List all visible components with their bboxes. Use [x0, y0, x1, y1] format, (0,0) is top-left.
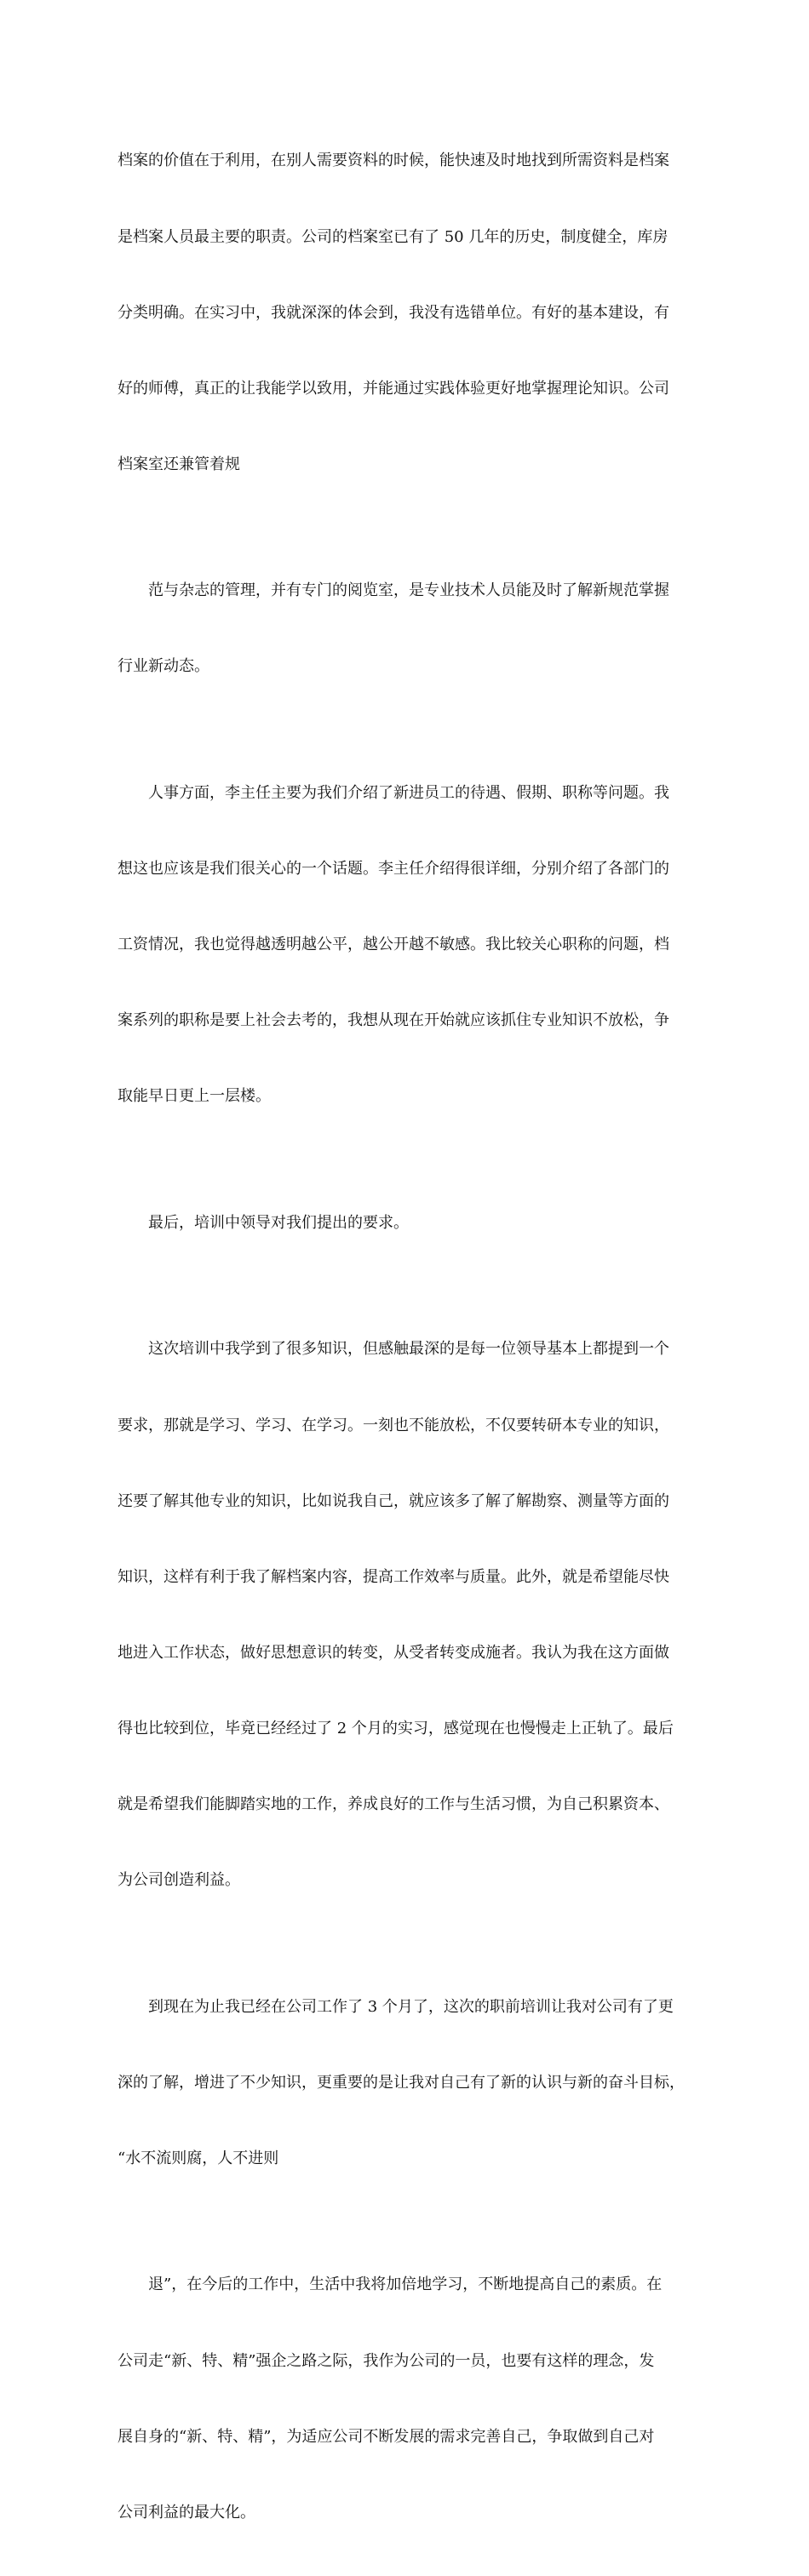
paragraph-archive-value [118, 98, 705, 528]
text-line: 还要了解其他专业的知识，比如说我自己，就应该多了解了解勘察、测量等方面的 [118, 1491, 669, 1510]
text-line: 为公司创造利益。 [118, 1871, 240, 1890]
text-line: 档案室还兼管着规 [118, 455, 240, 473]
text-line: 分类明确。在实习中，我就深深的体会到，我没有选错单位。有好的基本建设，有 [118, 303, 669, 322]
text-line: 工资情况，我也觉得越透明越公平，越公开越不敏感。我比较关心职称的问题，档 [118, 936, 669, 954]
text-line: 取能早日更上一层楼。 [118, 1087, 271, 1106]
text-line: 就是希望我们能脚踏实地的工作，养成良好的工作与生活习惯，为自己积累资本、 [118, 1795, 669, 1814]
text-line: 范与杂志的管理，并有专门的阅览室，是专业技术人员能及时了解新规范掌握 [118, 581, 669, 600]
text-line: 退”，在今后的工作中，生活中我将加倍地学习，不断地提高自己的素质。在 [118, 2275, 663, 2294]
paragraph-three-months [118, 1943, 705, 2222]
text-line: 公司走“新、特、精”强企之路之际，我作为公司的一员，也要有这样的理念，发 [118, 2351, 655, 2370]
text-line: 得也比较到位，毕竟已经经过了 2 个月的实习，感觉现在也慢慢走上正轨了。最后 [118, 1720, 674, 1737]
paragraph-conclusion [118, 2222, 705, 2576]
text-line: 行业新动态。 [118, 657, 209, 676]
text-line: 想这也应该是我们很关心的一个话题。李主任介绍得很详细，分别介绍了各部门的 [118, 860, 669, 879]
text-line: 要求，那就是学习、学习、在学习。一刻也不能放松，不仅要转研本专业的知识， [118, 1416, 669, 1434]
text-line: 展自身的“新、特、精”，为适应公司不断发展的需求完善自己，争取做到自己对 [118, 2427, 655, 2446]
text-line: 知识，这样有利于我了解档案内容，提高工作效率与质量。此外，就是希望能尽快 [118, 1567, 669, 1586]
text-line: 好的师傅，真正的让我能学以致用，并能通过实践体验更好地掌握理论知识。公司 [118, 379, 669, 398]
body-text [118, 98, 705, 2576]
text-line: 这次培训中我学到了很多知识，但感触最深的是每一位领导基本上都提到一个 [118, 1340, 669, 1359]
text-line: 公司利益的最大化。 [118, 2503, 255, 2522]
text-line: 人事方面，李主任主要为我们介绍了新进员工的待遇、假期、职称等问题。我 [118, 783, 669, 802]
text-line: 案系列的职称是要上社会去考的，我想从现在开始就应该抓住专业知识不放松，争 [118, 1011, 669, 1030]
text-line: 档案的价值在于利用，在别人需要资料的时候，能快速及时地找到所需资料是档案 [118, 152, 669, 170]
text-line: 是档案人员最主要的职责。公司的档案室已有了 50 几年的历史，制度健全，库房 [118, 227, 668, 246]
text-line: 到现在为止我已经在公司工作了 3 个月了，这次的职前培训让我对公司有了更 [118, 1997, 674, 2016]
text-line: 最后，培训中领导对我们提出的要求。 [118, 1213, 409, 1232]
text-line: “水不流则腐，人不进则 [118, 2149, 279, 2167]
text-line: 地进入工作状态，做好思想意识的转变，从受者转变成施者。我认为我在这方面做 [118, 1643, 669, 1662]
paragraph-requirements-intro [118, 1160, 705, 1287]
paragraph-training-lessons [118, 1286, 705, 1943]
text-line: 深的了解，增进了不少知识，更重要的是让我对自己有了新的认识与新的奋斗目标， [118, 2073, 685, 2092]
paragraph-personnel [118, 730, 705, 1160]
paragraph-standards-magazines [118, 528, 705, 730]
